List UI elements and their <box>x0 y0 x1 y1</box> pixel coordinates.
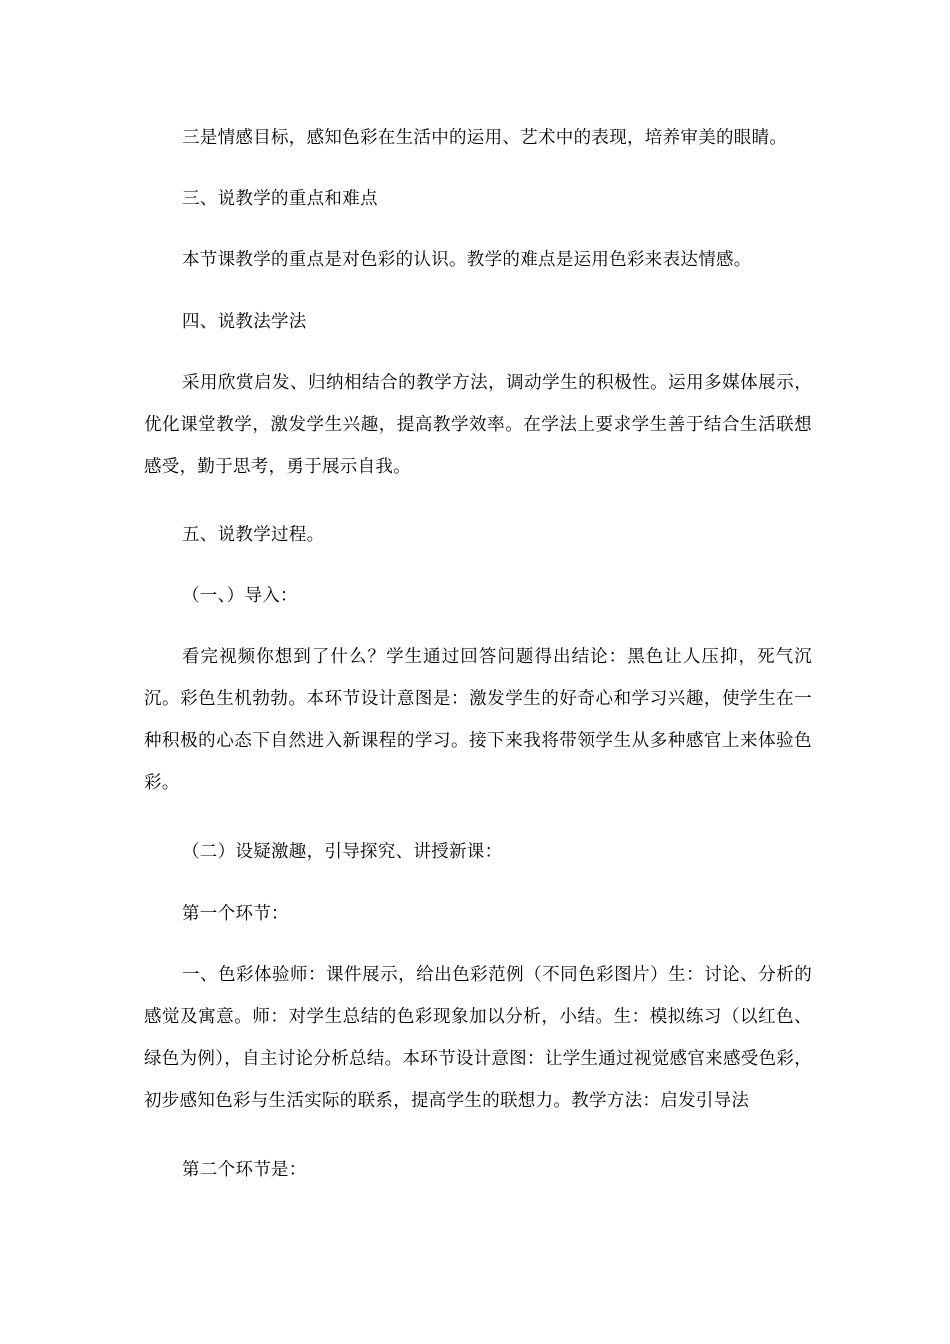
paragraph-first-section: 一、色彩体验师：课件展示，给出色彩范例（不同色彩图片）生：讨论、分析的感觉及寓意。师：对学生总结的色彩现象加以分析，小结。生：模拟练习（以红色、绿色为例），自主讨论分析总结。本环节设计意图：让学生通过视觉感官来感受色彩，初步感知色彩与生活实际的联系，提高学生的联想力。教学方法：启发引导法 <box>144 965 812 1111</box>
heading-new-lesson: （二）设疑激趣，引导探究、讲授新课： <box>182 842 503 862</box>
heading-introduction: （一、）导入： <box>182 586 298 606</box>
paragraph-introduction: 看完视频你想到了什么？学生通过回答问题得出结论：黑色让人压抑，死气沉沉。彩色生机勃勃。本环节设计意图是：激发学生的好奇心和学习兴趣，使学生在一种积极的心态下自然进入新课程的学习。接下来我将带领学生从多种感官上来体验色彩。 <box>144 647 812 793</box>
paragraph-emotional-goal: 三是情感目标，感知色彩在生活中的运用、艺术中的表现，培养审美的眼睛。 <box>182 128 788 148</box>
heading-first-section: 第一个环节： <box>182 904 289 924</box>
paragraph-key-points: 本节课教学的重点是对色彩的认识。教学的难点是运用色彩来表达情感。 <box>182 250 752 270</box>
heading-key-points: 三、说教学的重点和难点 <box>182 189 378 209</box>
heading-teaching-process: 五、说教学过程。 <box>182 525 325 545</box>
heading-teaching-methods: 四、说教法学法 <box>182 312 307 332</box>
heading-second-section: 第二个环节是： <box>182 1160 307 1180</box>
paragraph-teaching-methods: 采用欣赏启发、归纳相结合的教学方法，调动学生的积极性。运用多媒体展示，优化课堂教学，激发学生兴趣，提高教学效率。在学法上要求学生善于结合生活联想感受，勤于思考，勇于展示自我。 <box>144 373 812 477</box>
